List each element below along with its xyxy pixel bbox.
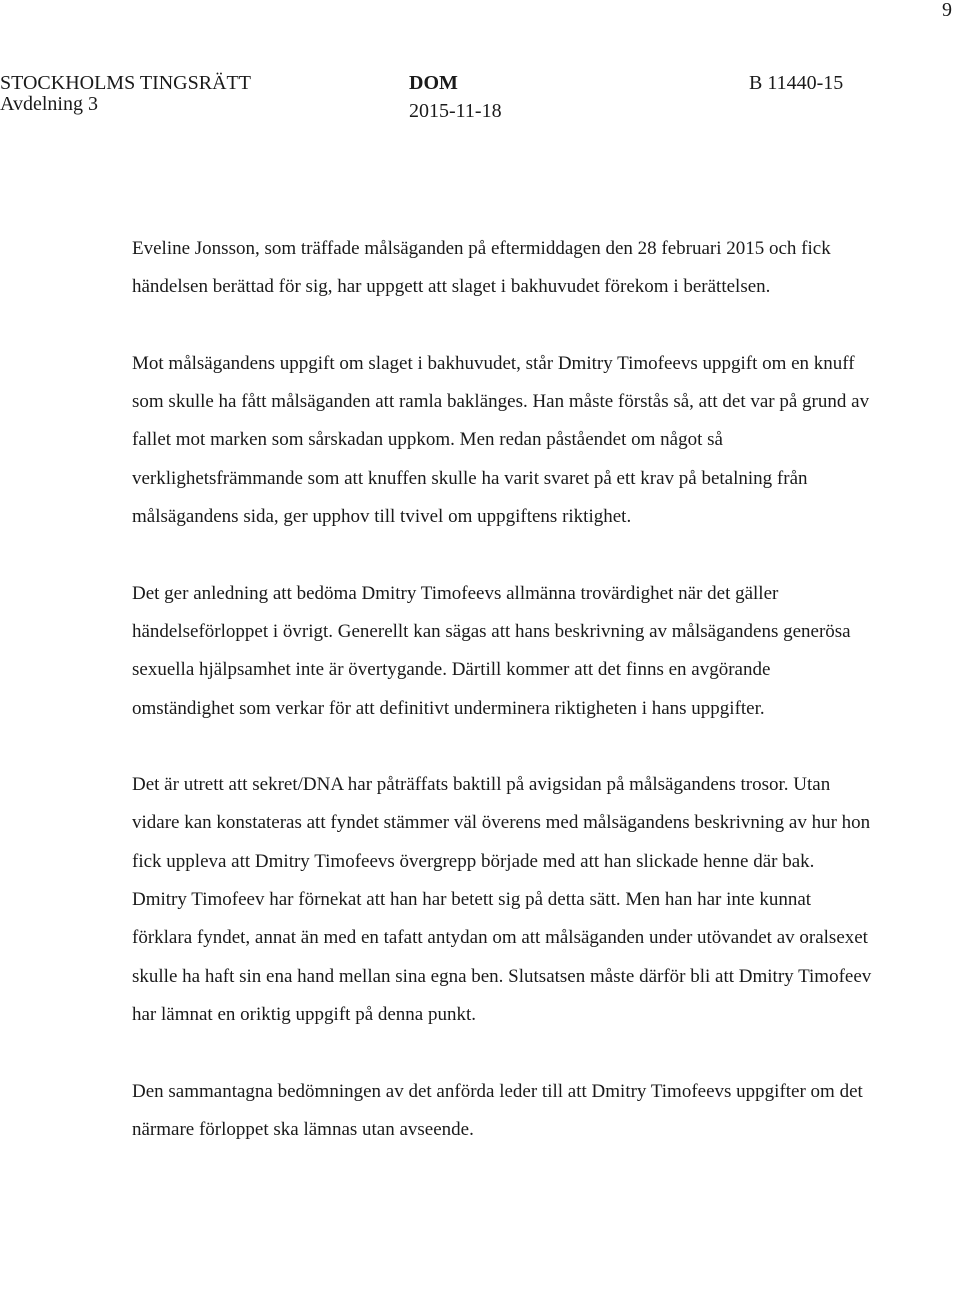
paragraph: Det ger anledning att bedöma Dmitry Timofeevs allmänna trovärdighet när det gäller händelseförloppet i övrigt. Generellt kan sägas att hans beskrivning av målsägandens generösa sexuella hjälpsamhet inte är övertygande. Därtill kommer att det finns en avgörande omständighet som verkar för att definitivt underminera riktigheten i hans uppgifter. bbox=[132, 582, 851, 719]
paragraph: Eveline Jonsson, som träffade målsäganden på eftermiddagen den 28 februari 2015 och fick händelsen berättad för sig, har uppgett att slaget i bakhuvudet förekom i berättelsen. bbox=[132, 238, 831, 298]
document-date: 2015-11-18 bbox=[409, 100, 502, 122]
court-division: Avdelning 3 bbox=[0, 93, 98, 115]
paragraph: Den sammantagna bedömningen av det anförda leder till att Dmitry Timofeevs uppgifter om det närmare förloppet ska lämnas utan avseende. bbox=[132, 1080, 863, 1140]
paragraph: Det är utrett att sekret/DNA har påträffats baktill på avigsidan på målsägandens trosor. Utan vidare kan konstateras att fyndet stämmer väl överens med målsägandens beskrivning av hur hon fick uppleva att Dmitry Timofeevs övergrepp började med att han slickade henne där bak. Dmitry Timofeev har förnekat att han har betett sig på detta sätt. Men han har inte kunnat förklara fyndet, annat än med en tafatt antydan om att målsäganden under utövandet av oralsexet skulle ha haft sin ena hand mellan sina egna ben. Slutsatsen måste därför bli att Dmitry Timofeev har lämnat en oriktig uppgift på denna punkt. bbox=[132, 774, 872, 1025]
court-name: STOCKHOLMS TINGSRÄTT bbox=[0, 72, 251, 94]
paragraph: Mot målsägandens uppgift om slaget i bakhuvudet, står Dmitry Timofeevs uppgift om en knuff som skulle ha fått målsäganden att ramla baklänges. Han måste förstås så, att det var på grund av fallet mot marken som sårskadan uppkom. Men redan påståendet om något så verklighetsfrämmande som att knuffen skulle ha varit svaret på ett krav på betalning från målsägandens sida, ger upphov till tvivel om uppgiftens riktighet. bbox=[132, 352, 870, 528]
case-number: B 11440-15 bbox=[749, 72, 844, 94]
document-body bbox=[132, 230, 872, 1149]
page-number: 9 bbox=[942, 0, 952, 21]
document-type: DOM bbox=[409, 72, 458, 94]
